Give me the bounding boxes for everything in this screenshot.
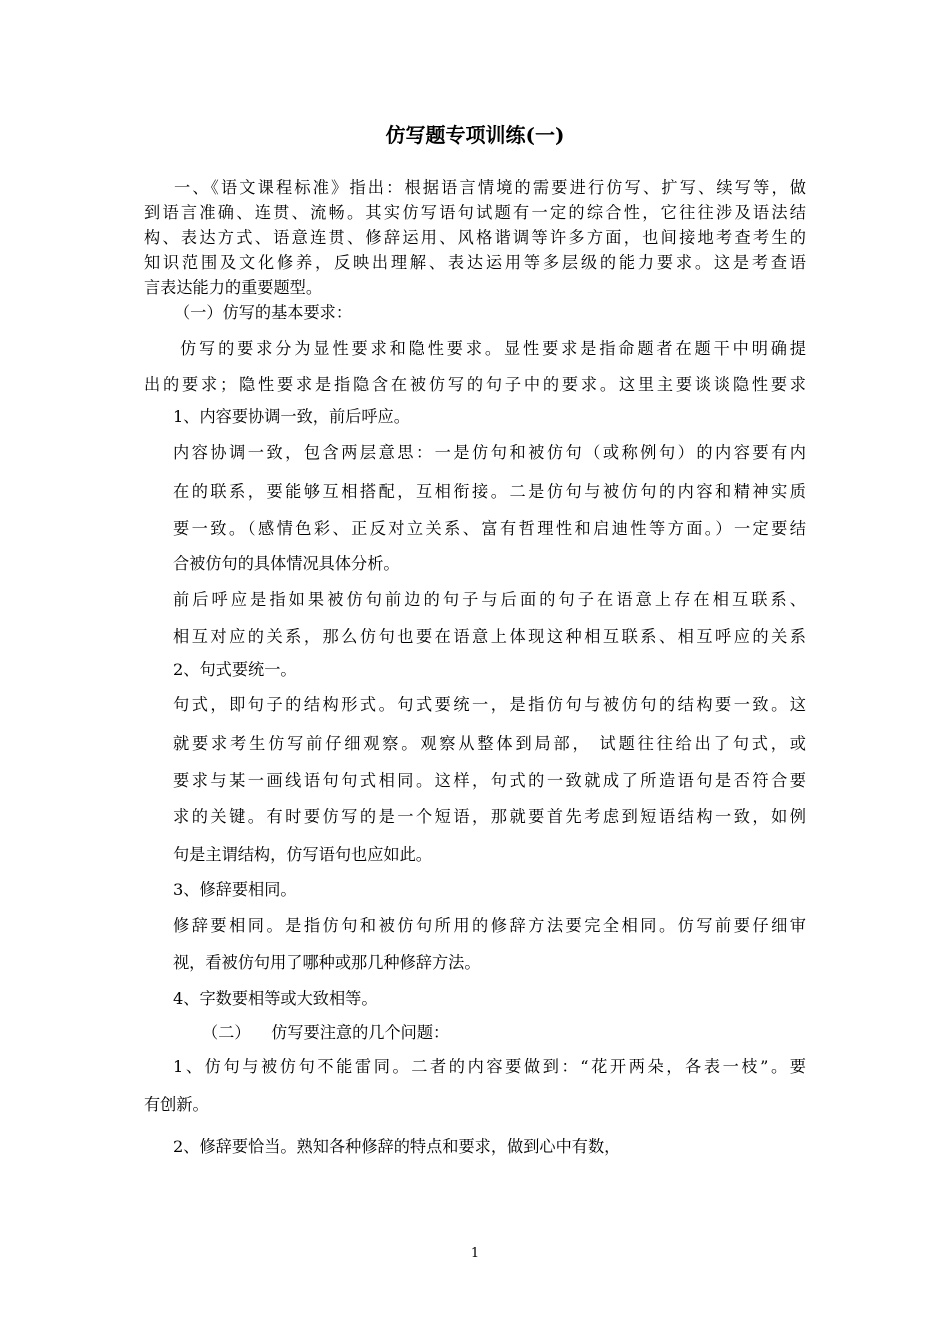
requirement-3-body-line-1: 修辞要相同。是指仿句和被仿句所用的修辞方法要完全相同。仿写前要仔细审 [173, 916, 806, 935]
intro-line-3: 构、表达方式、语意连贯、修辞运用、风格谐调等许多方面，也间接地考查考生的 [144, 228, 806, 247]
requirement-2-heading: 2、句式要统一。 [173, 660, 297, 679]
section1-intro-line-1: 仿写的要求分为显性要求和隐性要求。显性要求是指命题者在题干中明确提 [180, 339, 806, 358]
requirement-3-heading: 3、修辞要相同。 [173, 880, 297, 899]
page-number: 1 [470, 1246, 480, 1261]
requirement-1-heading: 1、内容要协调一致，前后呼应。 [173, 407, 410, 426]
requirement-1-echo-line-2: 相互对应的关系，那么仿句也要在语意上体现这种相互联系、相互呼应的关系 [173, 627, 806, 646]
requirement-2-body-line-4: 求的关键。有时要仿写的是一个短语，那就要首先考虑到短语结构一致，如例 [173, 807, 806, 826]
requirement-1-body-line-4: 合被仿句的具体情况具体分析。 [173, 554, 400, 573]
requirement-2-body-line-1: 句式，即句子的结构形式。句式要统一，是指仿句与被仿句的结构要一致。这 [173, 695, 806, 714]
note-1-line-2: 有创新。 [144, 1095, 209, 1114]
requirement-3-body-line-2: 视，看被仿句用了哪种或那几种修辞方法。 [173, 953, 481, 972]
requirement-4-heading: 4、字数要相等或大致相等。 [173, 989, 378, 1008]
section-heading-notes: （二） 仿写要注意的几个问题： [202, 1023, 450, 1042]
requirement-2-body-line-2: 就要求考生仿写前仔细观察。观察从整体到局部， 试题往往给出了句式，或 [173, 734, 806, 753]
intro-line-2: 到语言准确、连贯、流畅。其实仿写语句试题有一定的综合性，它往往涉及语法结 [144, 203, 806, 222]
note-2-line-1: 2、修辞要恰当。熟知各种修辞的特点和要求，做到心中有数， [173, 1137, 621, 1156]
requirement-2-body-line-3: 要求与某一画线语句句式相同。这样，句式的一致就成了所造语句是否符合要 [173, 771, 806, 790]
requirement-1-body-line-3: 要一致。（感情色彩、正反对立关系、富有哲理性和启迪性等方面。）一定要结 [173, 519, 806, 538]
requirement-2-body-line-5: 句是主谓结构，仿写语句也应如此。 [173, 845, 432, 864]
intro-line-4: 知识范围及文化修养，反映出理解、表达运用等多层级的能力要求。这是考查语 [144, 253, 806, 272]
requirement-1-body-line-1: 内容协调一致，包含两层意思：一是仿句和被仿句（或称例句）的内容要有内 [173, 443, 806, 462]
requirement-1-echo-line-1: 前后呼应是指如果被仿句前边的句子与后面的句子在语意上存在相互联系、 [173, 590, 806, 609]
requirement-1-body-line-2: 在的联系，要能够互相搭配，互相衔接。二是仿句与被仿句的内容和精神实质 [173, 482, 806, 501]
section-heading-requirements: （一）仿写的基本要求： [174, 303, 353, 322]
document-title: 仿写题专项训练(一) [385, 123, 565, 147]
note-1-line-1: 1、仿句与被仿句不能雷同。二者的内容要做到：“花开两朵，各表一枝”。要 [173, 1057, 806, 1076]
section1-intro-line-2: 出的要求；隐性要求是指隐含在被仿写的句子中的要求。这里主要谈谈隐性要求 [144, 375, 806, 394]
intro-line-5: 言表达能力的重要题型。 [144, 278, 323, 297]
intro-line-1: 一、《语文课程标准》指出：根据语言情境的需要进行仿写、扩写、续写等，做 [174, 178, 806, 197]
